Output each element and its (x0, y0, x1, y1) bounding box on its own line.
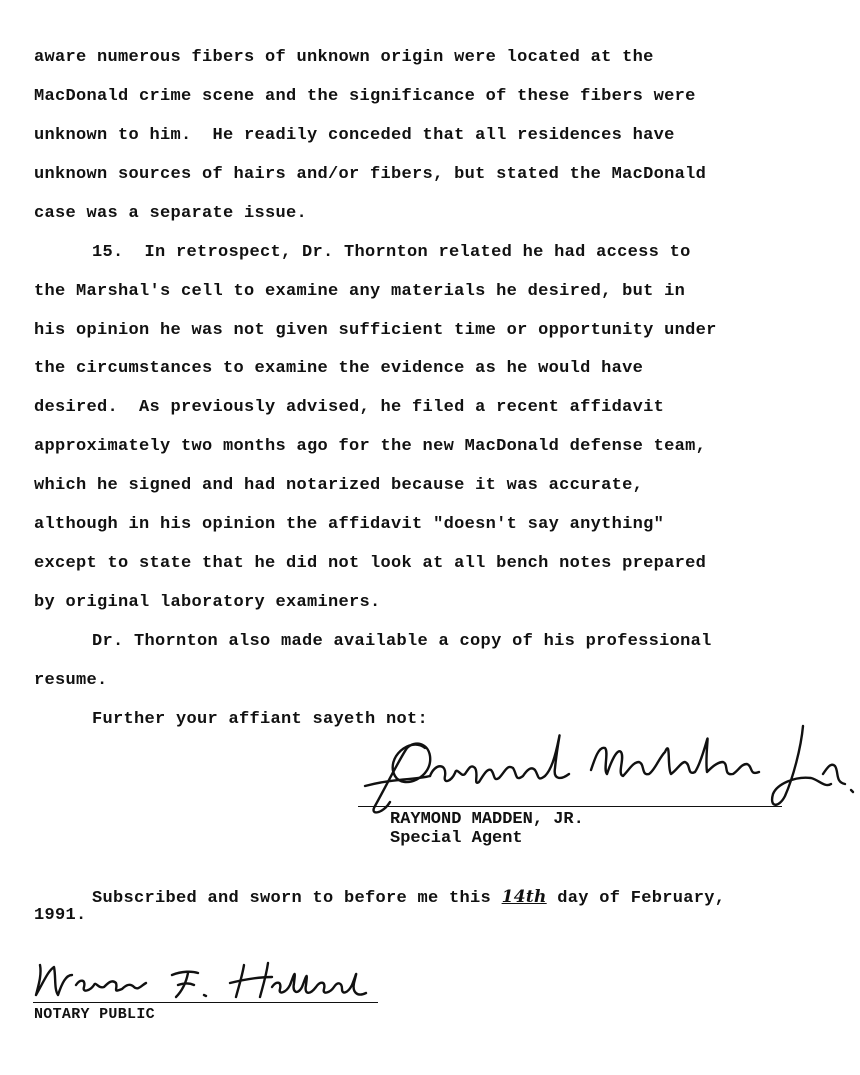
jurat-day: 14th (501, 887, 547, 907)
body-line: case was a separate issue. (34, 204, 308, 223)
affiant-signature (355, 718, 855, 818)
notary-signature-line (33, 1002, 378, 1003)
jurat-text-before: Subscribed and sworn to before me this (92, 889, 492, 908)
body-line: except to state that he did not look at all bench notes prepared (34, 554, 707, 573)
paragraph-15-first-line: 15. In retrospect, Dr. Thornton related he had access to (92, 243, 691, 262)
resume-paragraph-line: Dr. Thornton also made available a copy of his professional (92, 632, 712, 651)
body-line: unknown sources of hairs and/or fibers, but stated the MacDonald (34, 165, 707, 184)
body-line: his opinion he was not given sufficient time or opportunity under (34, 321, 717, 340)
affiant-signature-line (358, 806, 782, 807)
body-line: approximately two months ago for the new MacDonald defense team, (34, 437, 707, 456)
notary-signature (32, 955, 382, 1005)
jurat-year: 1991. (34, 906, 87, 925)
body-line: which he signed and had notarized because it was accurate, (34, 476, 644, 495)
notary-label: NOTARY PUBLIC (34, 1006, 155, 1023)
affiant-title: Special Agent (390, 829, 523, 848)
body-line: although in his opinion the affidavit "doesn't say anything" (34, 515, 665, 534)
affiant-name: RAYMOND MADDEN, JR. (390, 810, 584, 829)
body-line: MacDonald crime scene and the significance of these fibers were (34, 87, 696, 106)
body-line: resume. (34, 671, 108, 690)
jurat-text-after: day of February, (557, 889, 726, 908)
body-line: the Marshal's cell to examine any materials he desired, but in (34, 282, 686, 301)
jurat-line (92, 887, 725, 909)
body-line: the circumstances to examine the evidence as he would have (34, 359, 644, 378)
body-line: unknown to him. He readily conceded that all residences have (34, 126, 675, 145)
body-line: by original laboratory examiners. (34, 593, 381, 612)
body-line: aware numerous fibers of unknown origin were located at the (34, 48, 654, 67)
closing-statement: Further your affiant sayeth not: (92, 710, 429, 729)
body-line: desired. As previously advised, he filed a recent affidavit (34, 398, 665, 417)
